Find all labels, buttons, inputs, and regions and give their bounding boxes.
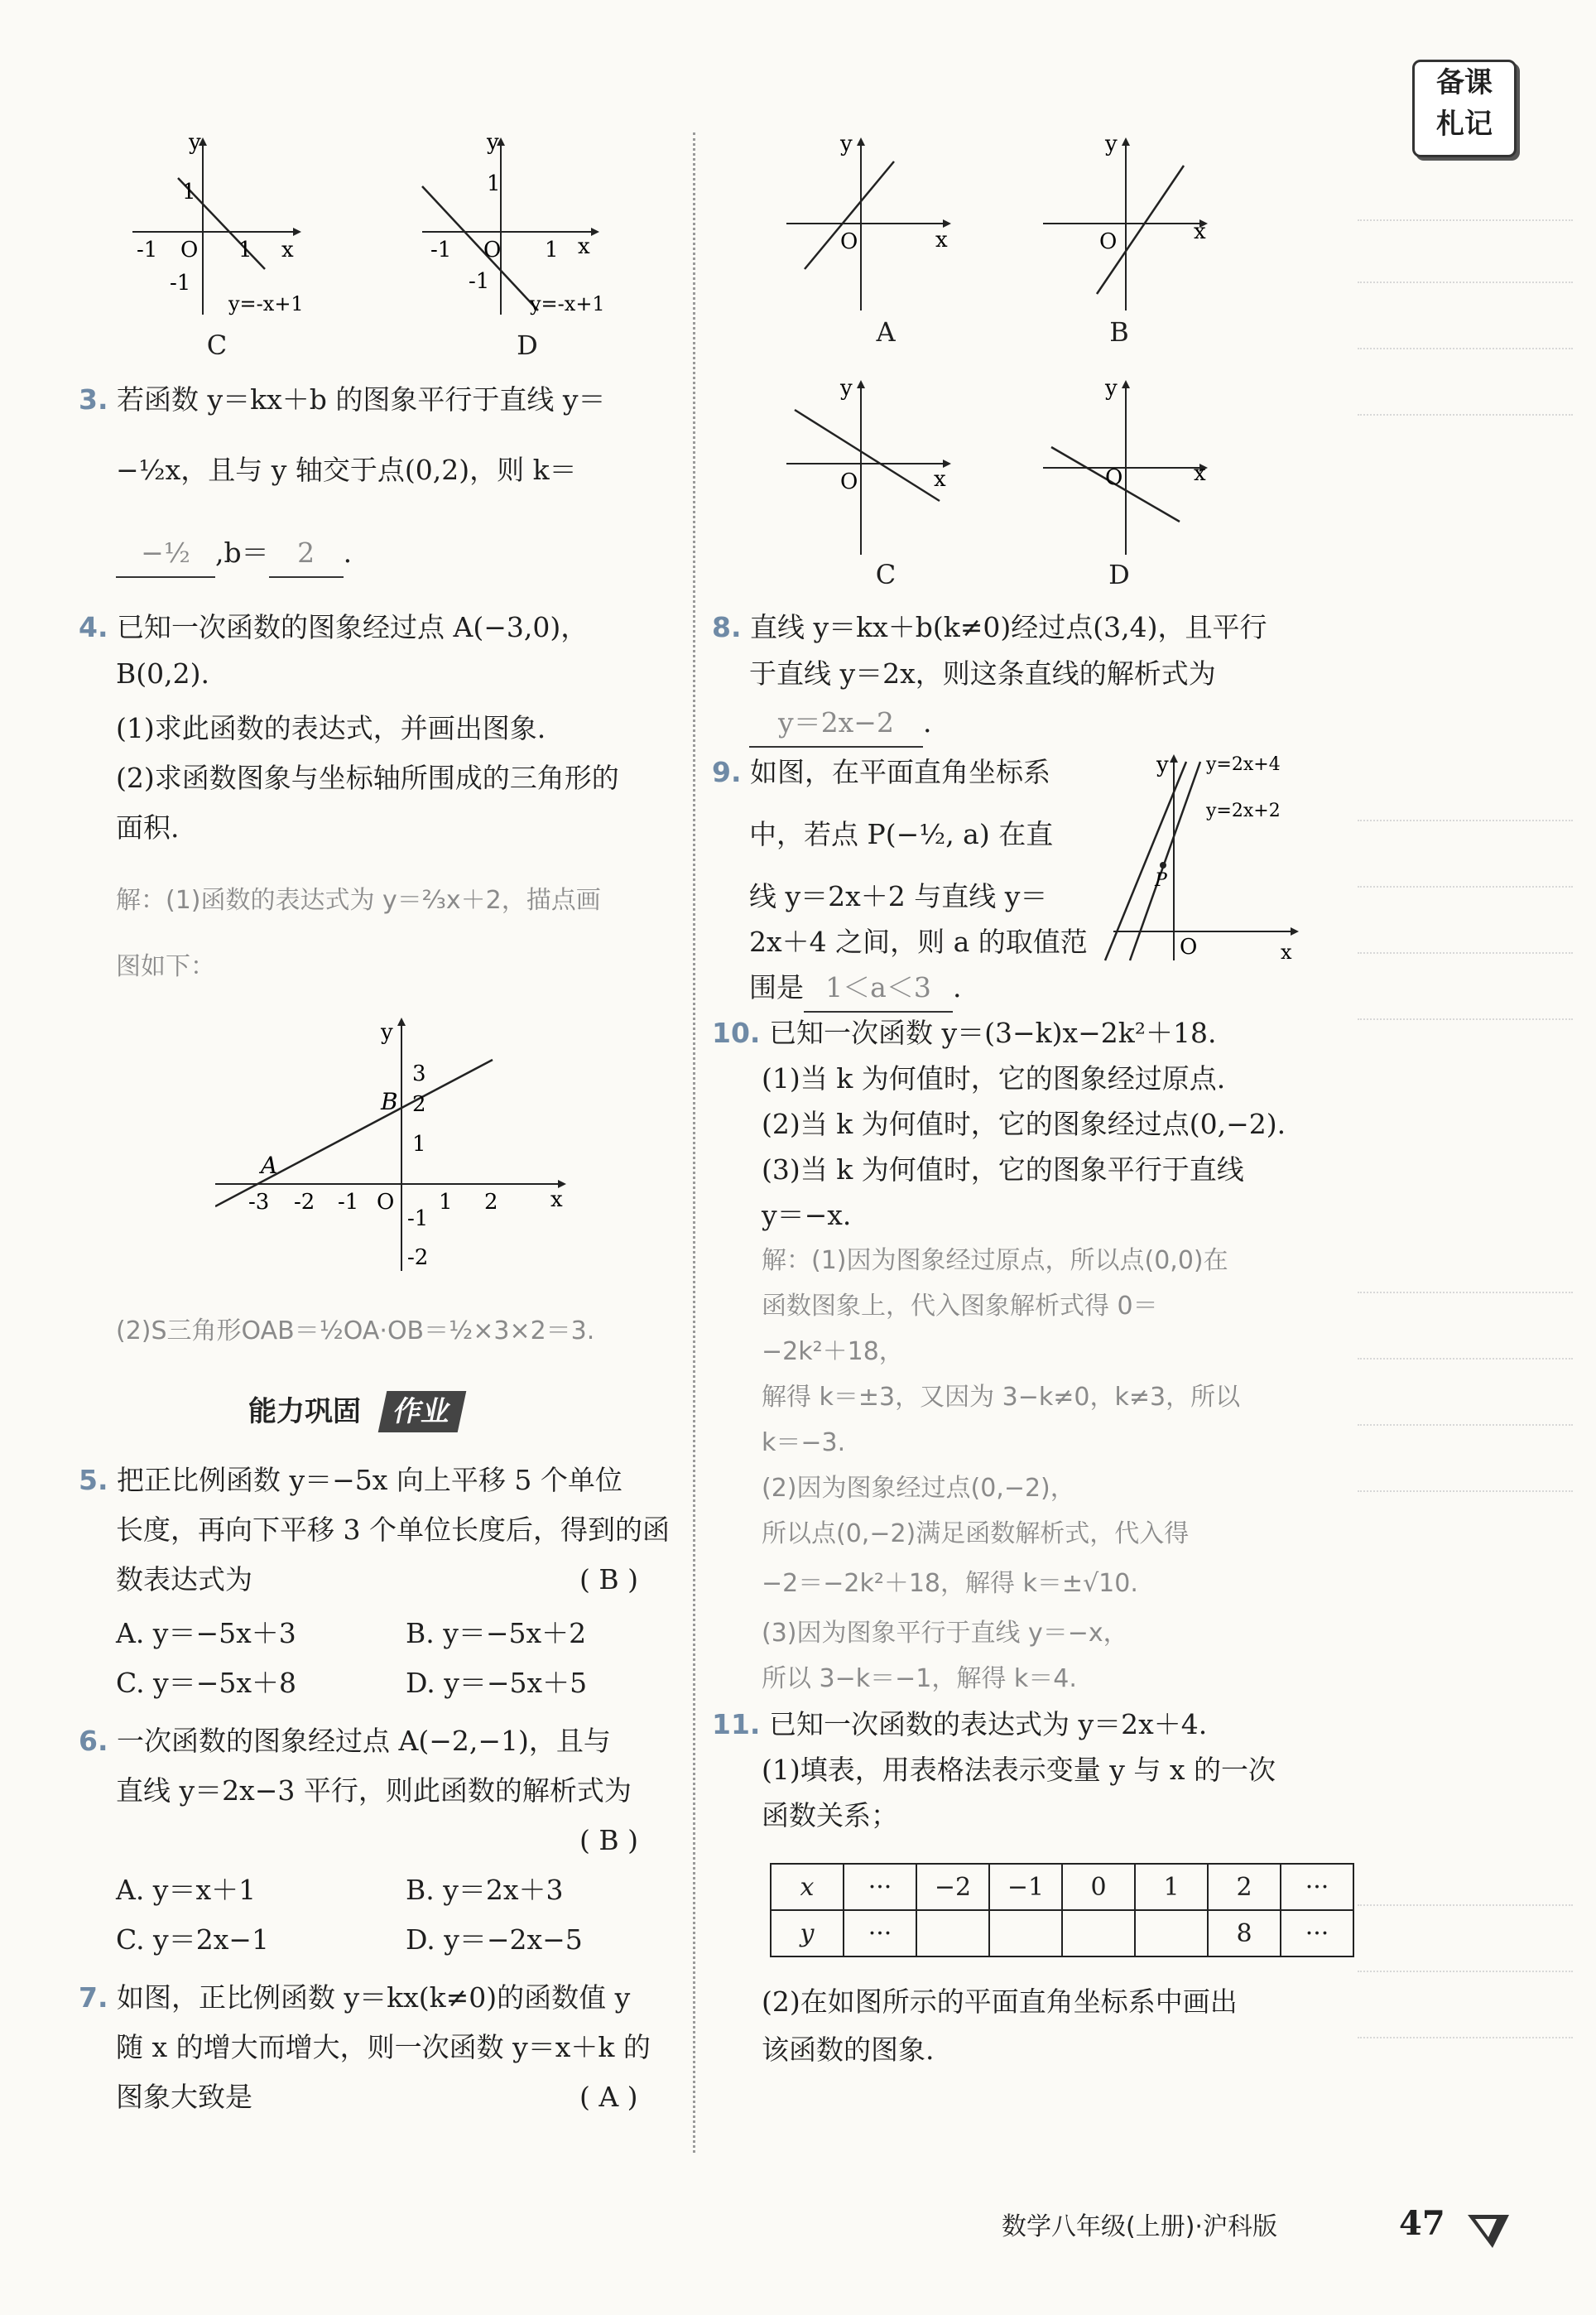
origin-label: O bbox=[483, 238, 502, 262]
q5-option-b: B. y＝−5x＋2 bbox=[406, 1617, 587, 1649]
table-cell: ··· bbox=[844, 1864, 916, 1910]
q3-answer-k: −½ bbox=[116, 530, 215, 578]
notes-line bbox=[1358, 1292, 1573, 1293]
q7-line1 bbox=[79, 1975, 630, 2021]
section-title bbox=[248, 1391, 462, 1432]
q10-solution-line: 解得 k＝±3，又因为 3−k≠0，k≠3，所以 bbox=[762, 1383, 1241, 1412]
x-tick: 2 bbox=[484, 1190, 498, 1215]
q8-text: 直线 y＝kx＋b(k≠0)经过点(3,4)，且平行 bbox=[750, 611, 1267, 643]
q5-number: 5. bbox=[79, 1464, 108, 1496]
notes-line bbox=[1358, 1018, 1573, 1020]
notes-line bbox=[1358, 1490, 1573, 1492]
axis-x-label: x bbox=[578, 234, 590, 259]
q8-line3 bbox=[749, 700, 932, 748]
graph-d bbox=[414, 132, 629, 331]
q10-solution-line: (3)因为图象平行于直线 y＝−x， bbox=[762, 1619, 1128, 1648]
axis-y-label: y bbox=[487, 132, 499, 155]
origin-label: O bbox=[1105, 465, 1123, 490]
y-tick: 2 bbox=[412, 1092, 426, 1117]
q3-line3 bbox=[116, 530, 352, 578]
q3-answer-b: 2 bbox=[269, 530, 344, 578]
q8-line2: 于直线 y＝2x，则这条直线的解析式为 bbox=[749, 657, 1216, 690]
q6-option-c: C. y＝2x−1 bbox=[116, 1923, 269, 1956]
x-tick: O bbox=[377, 1190, 395, 1215]
tick-neg-1: -1 bbox=[170, 271, 191, 296]
q8-number: 8. bbox=[712, 611, 742, 643]
graph-c-right-label: C bbox=[875, 559, 897, 590]
line-label: y=-x+1 bbox=[228, 292, 304, 315]
q10-part3a: (3)当 k 为何值时，它的图象平行于直线 bbox=[762, 1153, 1244, 1186]
q10-part1: (1)当 k 为何值时，它的图象经过原点. bbox=[762, 1062, 1226, 1095]
line-label-upper: y=2x+4 bbox=[1206, 754, 1281, 775]
q4-part1: (1)求此函数的表达式，并画出图象. bbox=[116, 712, 546, 744]
q11-text: 已知一次函数的表达式为 y＝2x＋4. bbox=[768, 1708, 1208, 1740]
q10-solution-line: −2k²＋18， bbox=[762, 1337, 904, 1366]
axis-x-label: x bbox=[1194, 461, 1206, 486]
notes-line bbox=[1358, 952, 1573, 954]
graph-a-label: A bbox=[876, 316, 896, 348]
q9-line5 bbox=[749, 965, 962, 1013]
axis-y-label: y bbox=[381, 1020, 393, 1045]
q9-answer: 1＜a＜3 bbox=[804, 965, 953, 1013]
y-tick: 3 bbox=[412, 1061, 426, 1086]
q10-solution-line: 所以 3−k＝−1，解得 k＝4. bbox=[762, 1664, 1077, 1693]
graph-b bbox=[1043, 132, 1233, 315]
notes-line bbox=[1358, 414, 1573, 416]
tick-neg-1: -1 bbox=[430, 238, 452, 262]
badge-line-2: 札记 bbox=[1436, 108, 1493, 141]
notes-line bbox=[1358, 1358, 1573, 1360]
table-cell: y bbox=[771, 1910, 844, 1956]
q10-solution-line: (2)因为图象经过点(0,−2)， bbox=[762, 1474, 1075, 1503]
axis-x-label: x bbox=[934, 467, 946, 492]
q4-text: 已知一次函数的图象经过点 A(−3,0)， bbox=[117, 611, 589, 643]
q9-text: 如图，在平面直角坐标系 bbox=[750, 756, 1050, 788]
origin-label: O bbox=[840, 229, 858, 254]
q3-b-label: ,b＝ bbox=[215, 537, 269, 569]
notes-line bbox=[1358, 348, 1573, 349]
table-cell: 8 bbox=[1208, 1910, 1281, 1956]
q6-text: 一次函数的图象经过点 A(−2,−1)，且与 bbox=[117, 1725, 611, 1757]
point-p: P bbox=[1155, 870, 1167, 891]
origin-label: O bbox=[1180, 935, 1198, 960]
x-tick: -1 bbox=[338, 1190, 359, 1215]
q11-part1b: 函数关系； bbox=[762, 1799, 898, 1831]
q4-solution-1a: 解：(1)函数的表达式为 y＝⅔x＋2，描点画 bbox=[116, 886, 601, 915]
y-tick: -1 bbox=[407, 1206, 429, 1231]
q11-part2b: 该函数的图象. bbox=[762, 2033, 935, 2066]
q11-line1 bbox=[712, 1701, 1207, 1748]
q7-number: 7. bbox=[79, 1981, 108, 2014]
table-cell: −1 bbox=[989, 1864, 1062, 1910]
q6-number: 6. bbox=[79, 1725, 108, 1757]
tick-neg-1: -1 bbox=[469, 269, 490, 294]
graph-d-right-label: D bbox=[1108, 559, 1130, 590]
axis-x-label: x bbox=[550, 1187, 563, 1212]
graph-a bbox=[786, 132, 977, 315]
q4-line2: B(0,2). bbox=[116, 657, 209, 690]
q3-text: 若函数 y＝kx＋b 的图象平行于直线 y＝ bbox=[117, 383, 606, 416]
table-cell: 2 bbox=[1208, 1864, 1281, 1910]
q10-solution-line: 函数图象上，代入图象解析式得 0＝ bbox=[762, 1292, 1158, 1321]
q6-option-d: D. y＝−2x−5 bbox=[406, 1923, 583, 1956]
axis-y-label: y bbox=[189, 132, 201, 155]
x-tick: -2 bbox=[294, 1190, 315, 1215]
q9-line3: 线 y＝2x＋2 与直线 y＝ bbox=[749, 880, 1048, 912]
table-cell bbox=[916, 1910, 989, 1956]
table-cell: ··· bbox=[1281, 1864, 1353, 1910]
q10-part3b: y＝−x. bbox=[762, 1199, 852, 1231]
y-tick: -2 bbox=[407, 1245, 429, 1270]
q4-number: 4. bbox=[79, 611, 108, 643]
q9-line4: 2x＋4 之间，则 a 的取值范 bbox=[749, 926, 1088, 958]
q4-graph bbox=[215, 1014, 588, 1279]
table-cell: x bbox=[771, 1864, 844, 1910]
q6-option-b: B. y＝2x＋3 bbox=[406, 1874, 564, 1906]
q10-solution-line: 解：(1)因为图象经过原点，所以点(0,0)在 bbox=[762, 1246, 1228, 1275]
q10-solution-line: 所以点(0,−2)满足函数解析式，代入得 bbox=[762, 1519, 1190, 1548]
q5-option-d: D. y＝−5x＋5 bbox=[406, 1667, 588, 1699]
q3-number: 3. bbox=[79, 383, 108, 416]
q5-text: 把正比例函数 y＝−5x 向上平移 5 个单位 bbox=[117, 1464, 623, 1496]
table-cell: −2 bbox=[916, 1864, 989, 1910]
graph-b-label: B bbox=[1109, 316, 1129, 348]
table-cell: 1 bbox=[1135, 1864, 1208, 1910]
q3-line2: −½x，且与 y 轴交于点(0,2)，则 k＝ bbox=[116, 454, 577, 486]
q4-solution-2: (2)S三角形OAB＝½OA·OB＝½×3×2＝3. bbox=[116, 1316, 595, 1345]
q9-number: 9. bbox=[712, 756, 742, 788]
q10-solution-line: k＝−3. bbox=[762, 1428, 846, 1457]
axis-x-label: x bbox=[1194, 219, 1206, 244]
tick-neg-1: -1 bbox=[137, 238, 158, 262]
notes-line bbox=[1358, 886, 1573, 888]
q5-line1 bbox=[79, 1457, 623, 1504]
q9-line1 bbox=[712, 749, 1050, 796]
q6-line1 bbox=[79, 1718, 611, 1764]
notes-line bbox=[1358, 1424, 1573, 1426]
line-label-lower: y=2x+2 bbox=[1206, 801, 1281, 821]
q6-answer: ( B ) bbox=[579, 1824, 638, 1856]
q9-end: . bbox=[953, 971, 962, 1003]
decor-arrow-icon bbox=[1464, 2202, 1513, 2252]
q8-line1 bbox=[712, 604, 1267, 651]
notes-line bbox=[1358, 1904, 1573, 1906]
origin-label: O bbox=[180, 238, 199, 262]
q5-option-c: C. y＝−5x＋8 bbox=[116, 1667, 296, 1699]
q10-part2: (2)当 k 为何值时，它的图象经过点(0,−2). bbox=[762, 1108, 1286, 1140]
page-number: 47 bbox=[1399, 2204, 1445, 2243]
q7-text: 如图，正比例函数 y＝kx(k≠0)的函数值 y bbox=[117, 1981, 631, 2014]
notes-line bbox=[1358, 219, 1573, 221]
graph-c bbox=[124, 132, 323, 331]
origin-label: O bbox=[840, 469, 858, 494]
q5-line2: 长度，再向下平移 3 个单位长度后，得到的函 bbox=[116, 1514, 670, 1546]
axis-x-label: x bbox=[1281, 941, 1292, 964]
table-cell: 0 bbox=[1062, 1864, 1135, 1910]
column-divider bbox=[693, 132, 695, 2153]
tick-1: 1 bbox=[238, 238, 252, 262]
point-a: A bbox=[261, 1152, 278, 1179]
notes-line bbox=[1358, 2037, 1573, 2038]
q10-solution-line: −2＝−2k²＋18，解得 k＝±√10. bbox=[762, 1569, 1138, 1598]
notes-line bbox=[1358, 1971, 1573, 1972]
axis-y-label: y bbox=[840, 132, 853, 156]
footer-book-title: 数学八年级(上册)·沪科版 bbox=[1002, 2212, 1277, 2241]
axis-y-label: y bbox=[1156, 753, 1169, 777]
tick-1: 1 bbox=[487, 171, 501, 196]
q11-part1a: (1)填表，用表格法表示变量 y 与 x 的一次 bbox=[762, 1754, 1276, 1786]
q7-line2: 随 x 的增大而增大，则一次函数 y＝x＋k 的 bbox=[116, 2031, 651, 2063]
axis-x-label: x bbox=[281, 238, 294, 262]
notes-line bbox=[1358, 820, 1573, 821]
q3-line1 bbox=[79, 377, 606, 423]
q5-option-a: A. y＝−5x＋3 bbox=[116, 1617, 296, 1649]
table-cell bbox=[1135, 1910, 1208, 1956]
origin-label: O bbox=[1099, 229, 1118, 254]
axis-y-label: y bbox=[1105, 132, 1118, 156]
q10-line1 bbox=[712, 1010, 1216, 1056]
q4-line1 bbox=[79, 604, 588, 651]
q10-text: 已知一次函数 y＝(3−k)x−2k²＋18. bbox=[768, 1017, 1217, 1049]
badge-line-1: 备课 bbox=[1436, 66, 1493, 99]
q9-line5-pre: 围是 bbox=[749, 971, 804, 1003]
section-title-right: 作业 bbox=[378, 1391, 467, 1432]
table-cell bbox=[989, 1910, 1062, 1956]
graph-d-right bbox=[1043, 377, 1233, 559]
q11-table bbox=[770, 1863, 1354, 1957]
table-cell: ··· bbox=[844, 1910, 916, 1956]
x-tick: -3 bbox=[248, 1190, 270, 1215]
table-cell: ··· bbox=[1281, 1910, 1353, 1956]
q9-line2: 中，若点 P(−½, a) 在直 bbox=[749, 818, 1054, 850]
tick-1: 1 bbox=[182, 180, 196, 205]
line-label: y=-x+1 bbox=[530, 292, 605, 315]
q5-answer: ( B ) bbox=[579, 1563, 638, 1595]
x-tick: 1 bbox=[439, 1190, 453, 1215]
q6-option-a: A. y＝x＋1 bbox=[116, 1874, 257, 1906]
q4-part2b: 面积. bbox=[116, 811, 180, 844]
q11-number: 11. bbox=[712, 1708, 761, 1740]
q5-line3: 数表达式为 bbox=[116, 1563, 252, 1595]
axis-y-label: y bbox=[840, 377, 853, 401]
q6-line2: 直线 y＝2x−3 平行，则此函数的解析式为 bbox=[116, 1774, 632, 1807]
point-b: B bbox=[381, 1088, 398, 1115]
graph-c-label: C bbox=[206, 330, 228, 361]
q4-solution-1b: 图如下： bbox=[116, 952, 215, 981]
q3-end: . bbox=[343, 537, 353, 569]
graph-c-right bbox=[786, 377, 977, 559]
table-row bbox=[771, 1864, 1353, 1910]
graph-d-label: D bbox=[517, 330, 538, 361]
table-row bbox=[771, 1910, 1353, 1956]
section-title-left: 能力巩固 bbox=[248, 1395, 361, 1428]
notes-line bbox=[1358, 282, 1573, 283]
q7-line3: 图象大致是 bbox=[116, 2081, 252, 2113]
q9-graph bbox=[1097, 745, 1320, 969]
axis-y-label: y bbox=[1105, 377, 1118, 401]
table-cell bbox=[1062, 1910, 1135, 1956]
q8-end: . bbox=[923, 706, 932, 739]
q8-answer: y＝2x−2 bbox=[749, 700, 923, 748]
q4-part2a: (2)求函数图象与坐标轴所围成的三角形的 bbox=[116, 762, 619, 794]
axis-x-label: x bbox=[935, 228, 948, 253]
q7-answer: ( A ) bbox=[579, 2081, 638, 2113]
q10-number: 10. bbox=[712, 1017, 761, 1049]
q11-part2a: (2)在如图所示的平面直角坐标系中画出 bbox=[762, 1985, 1238, 2018]
notes-badge bbox=[1412, 60, 1517, 157]
tick-1: 1 bbox=[545, 238, 559, 262]
y-tick: 1 bbox=[412, 1132, 426, 1157]
